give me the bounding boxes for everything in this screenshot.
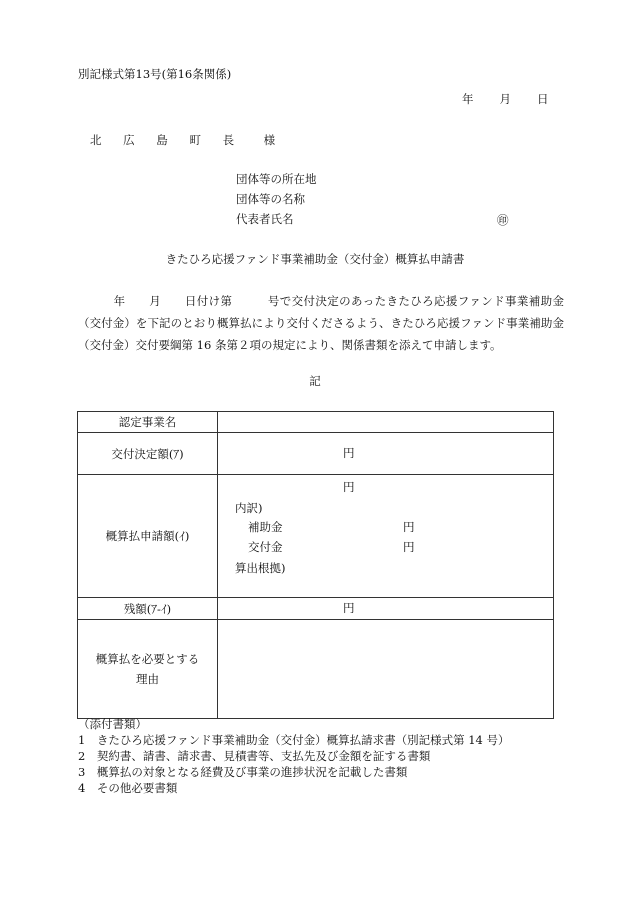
- date-line: [462, 92, 549, 106]
- grant-label: 交付金: [248, 540, 283, 554]
- reason-label: [78, 620, 218, 719]
- reason-label-line2: 理由: [136, 672, 159, 686]
- attachment-item-4: 4 その他必要書類: [78, 781, 178, 795]
- date-month: 月: [499, 92, 511, 106]
- remaining-amount-cell[interactable]: [218, 598, 554, 620]
- remaining-amount-label: 残額(ｱ-ｲ): [78, 598, 218, 620]
- table-row: [78, 412, 554, 433]
- table-row: [78, 475, 554, 598]
- subsidy-label: 補助金: [248, 520, 283, 534]
- date-year: 年: [462, 92, 474, 106]
- calculation-basis-label: 算出根拠): [235, 561, 286, 575]
- project-name-label: 認定事業名: [78, 412, 218, 433]
- reason-label-line1: 概算払を必要とする: [95, 652, 200, 666]
- application-table: [77, 411, 554, 719]
- form-number: 別記様式第13号(第16条関係): [78, 67, 232, 81]
- subsidy-yen: 円: [403, 520, 415, 534]
- attachment-item-3: 3 概算払の対象となる経費及び事業の進捗状況を記載した書類: [78, 765, 408, 779]
- remaining-yen: 円: [343, 601, 355, 615]
- addressee: 北 広 島 町 長 様: [90, 133, 285, 147]
- breakdown-label: 内訳): [235, 501, 263, 515]
- table-row: [78, 620, 554, 719]
- advance-request-yen: 円: [343, 480, 355, 494]
- document-title: きたひろ応援ファンド事業補助金（交付金）概算払申請書: [165, 252, 465, 266]
- grant-decision-yen: 円: [343, 446, 355, 460]
- grant-decision-amount-label: 交付決定額(ｱ): [78, 433, 218, 475]
- applicant-name-label: 団体等の名称: [236, 192, 305, 206]
- reason-cell[interactable]: [218, 620, 554, 719]
- grant-decision-amount-cell[interactable]: [218, 433, 554, 475]
- attachment-item-1: 1 きたひろ応援ファンド事業補助金（交付金）概算払請求書（別記様式第 14 号）: [78, 733, 510, 747]
- attachment-item-2: 2 契約書、請書、請求書、見積書等、支払先及び金額を証する書類: [78, 749, 431, 763]
- table-row: [78, 433, 554, 475]
- seal-mark: ㊞: [497, 213, 509, 227]
- application-body-text: 年 月 日付け第 号で交付決定のあったきたひろ応援ファンド事業補助金（交付金）を下記のとおり概算払により交付くださるよう、きたひろ応援ファンド事業補助金（交付金）交付要綱第 16 条第２項の規定により、関係書類を添えて申請します。: [78, 294, 564, 352]
- attachments-heading: （添付書類）: [78, 717, 147, 731]
- grant-yen: 円: [403, 540, 415, 554]
- representative-label: 代表者氏名: [236, 212, 294, 226]
- table-row: [78, 598, 554, 620]
- applicant-address-label: 団体等の所在地: [236, 172, 317, 186]
- advance-request-amount-cell[interactable]: [218, 475, 554, 598]
- project-name-cell[interactable]: [218, 412, 554, 433]
- ki-heading: 記: [309, 374, 321, 388]
- date-day: 日: [537, 92, 549, 106]
- advance-request-amount-label: 概算払申請額(ｲ): [78, 475, 218, 598]
